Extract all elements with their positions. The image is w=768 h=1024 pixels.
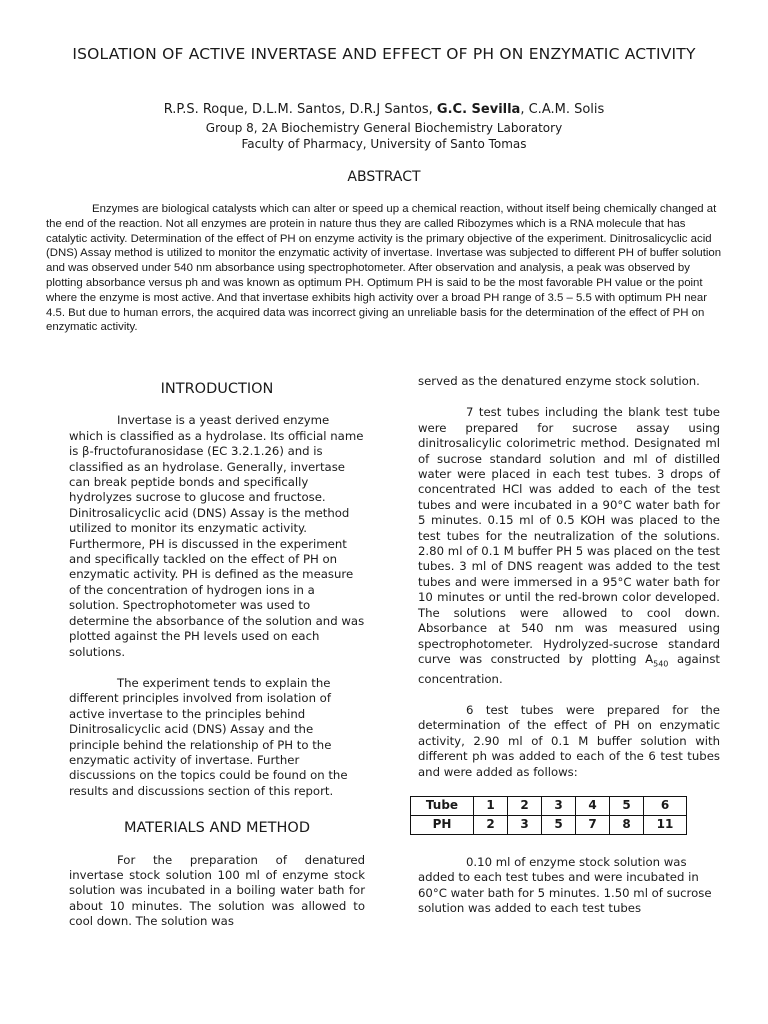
table-cell: 7 [576, 816, 610, 835]
introduction-heading: INTRODUCTION [160, 381, 274, 397]
authors-after: , C.A.M. Solis [520, 102, 605, 117]
table-row [411, 816, 687, 835]
table-header-tube: Tube [411, 797, 474, 816]
table-cell: 3 [508, 816, 542, 835]
methods-heading: MATERIALS AND METHOD [123, 820, 311, 837]
methods-paragraph-4: 0.10 ml of enzyme stock solution was added to each test tubes and were incubated in 60°C water bath for 5 minutes. 1.50 ml of sucrose solution was added to each test tubes [418, 855, 712, 916]
paper-title: ISOLATION OF ACTIVE INVERTASE AND EFFECT OF PH ON ENZYMATIC ACTIVITY [72, 45, 696, 63]
abstract-body [46, 202, 722, 335]
methods-p2-text: 7 test tubes including the blank test tube were prepared for sucrose assay using dinitrosalicylic colorimetric method. Designated ml of sucrose standard solution and ml of distilled water were placed in each test tubes. 3 drops of concentrated HCl was added to each of the test tubes and were incubated in a 90°C water bath for 5 minutes. 0.15 ml of 0.5 KOH was placed to the test tubes for the neutralization of the solutions. 2.80 ml of 0.1 M buffer PH 5 was placed on the test tubes. 3 ml of DNS reagent was added to the test tubes and were immersed in a 95°C water bath for 10 minutes or until the red-brown color developed. The solutions were allowed to cool down. Absorbance at 540 nm was measured using spectrophotometer. Hydrolyzed-sucrose standard curve was constructed by plotting [418, 405, 720, 666]
absorbance-subscript: 540 [653, 659, 669, 669]
affiliation [40, 120, 728, 152]
table-cell: 8 [610, 816, 644, 835]
table-cell: 5 [542, 816, 576, 835]
tube-ph-table [410, 796, 687, 835]
methods-paragraph-1-cont: served as the denatured enzyme stock solution. [418, 374, 700, 388]
table-cell: 11 [644, 816, 687, 835]
absorbance-symbol: A [645, 651, 654, 666]
affiliation-line-1: Group 8, 2A Biochemistry General Biochemistry Laboratory [205, 121, 563, 135]
intro-paragraph-1: Invertase is a yeast derived enzyme which is classified as a hydrolase. Its official name is β-fructofuranosidase (EC 3.2.1.26) and is classified as an hydrolase. Generally, invertase can break peptide bonds and specifically hydrolyzes sucrose to glucose and fructose. Dinitrosalicyclic acid (DNS) Assay is the method utilized to monitor its enzymatic activity. Furthermore, PH is discussed in the experiment and specifically tackled on the effect of PH on enzymatic activity. PH is defined as the measure of the concentration of hydrogen ions in a solution. Spectrophotometer was used to determine the absorbance of the solution and was plotted against the PH levels used on each solutions. [69, 413, 365, 659]
right-column [418, 374, 720, 933]
author-bold: G.C. Sevilla [436, 102, 521, 117]
methods-p2-end: against concentration. [418, 651, 721, 686]
methods-paragraph-1: For the preparation of denatured invertase stock solution 100 ml of enzyme stock solution was incubated in a boiling water bath for about 10 minutes. The solution was allowed to cool down. The solution was [69, 852, 365, 929]
table-cell: 2 [508, 797, 542, 816]
table-cell: 1 [474, 797, 508, 816]
table-cell: 2 [474, 816, 508, 835]
left-column [69, 374, 365, 946]
table-cell: 5 [610, 797, 644, 816]
abstract-heading: ABSTRACT [347, 169, 421, 185]
affiliation-line-2: Faculty of Pharmacy, University of Santo Tomas [241, 137, 527, 151]
methods-paragraph-3: 6 test tubes were prepared for the determination of the effect of PH on enzymatic activity, 2.90 ml of 0.1 M buffer solution with different ph was added to each of the 6 test tubes and were added as follows: [418, 703, 720, 779]
intro-paragraph-2: The experiment tends to explain the different principles involved from isolation of active invertase to the principles behind Dinitrosalicyclic acid (DNS) Assay and the principle behind the relationship of PH to the enzymatic activity of invertase. Further discussions on the topics could be found on the results and discussions section of this report. [69, 675, 348, 798]
table-header-ph: PH [411, 816, 474, 835]
table-cell: 4 [576, 797, 610, 816]
table-row [411, 797, 687, 816]
authors-line [40, 101, 728, 118]
table-cell: 3 [542, 797, 576, 816]
abstract-text: Enzymes are biological catalysts which can alter or speed up a chemical reaction, without itself being chemically changed at the end of the reaction. Not all enzymes are protein in nature thus they are called Ribozymes which is a RNA molecule that has catalytic activity. Determination of the effect of PH on enzyme activity is the primary objective of the experiment. Dinitrosalicyclic acid (DNS) Assay method is utilized to monitor the enzymatic activity of invertase. Invertase was subjected to different PH of buffer solution and was observed under 540 nm absorbance using spectrophotometer. After observation and analysis, a peak was observed by plotting absorbance versus ph and was known as optimum PH. Optimum PH is said to be the most favorable PH value or the point where the enzyme is most active. And that invertase exhibits high activity over a broad PH range of 3.5 – 5.5 with optimum PH near 4.5. But due to human errors, the acquired data was incorrect giving an unreliable basis for the determination of the effect of PH on enzymatic activity. [46, 203, 722, 334]
methods-paragraph-2 [418, 405, 720, 687]
table-cell: 6 [644, 797, 687, 816]
authors-before: R.P.S. Roque, D.L.M. Santos, D.R.J Santos, [163, 102, 437, 117]
